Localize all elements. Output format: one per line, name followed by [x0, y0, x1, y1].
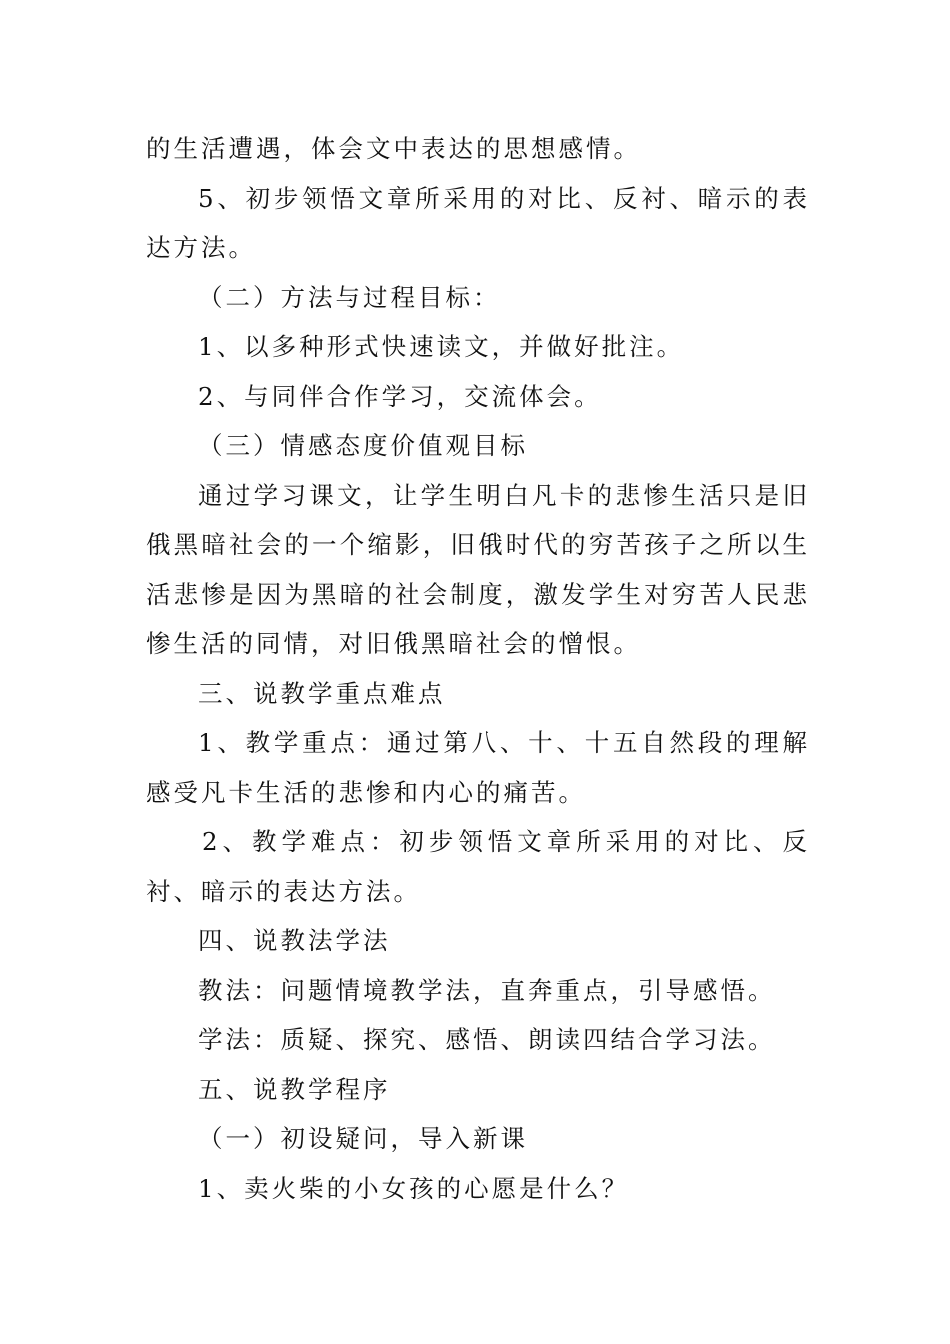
- paragraph-goal-5: 5、初步领悟文章所采用的对比、反衬、暗示的表达方法。: [146, 183, 810, 262]
- paragraph-method-2: 2、与同伴合作学习，交流体会。: [198, 381, 602, 411]
- paragraph-difficult-point: 2、教学难点：初步领悟文章所采用的对比、反衬、暗示的表达方法。: [146, 827, 810, 906]
- paragraph-continuation: 的生活遭遇，体会文中表达的思想感情。: [146, 134, 641, 163]
- heading-key-difficult-points: 三、说教学重点难点: [198, 678, 446, 708]
- heading-emotion-goals: （三）情感态度价值观目标: [198, 431, 528, 460]
- heading-teaching-methods: 四、说教法学法: [198, 926, 391, 955]
- heading-introduction: （一）初设疑问，导入新课: [198, 1124, 528, 1153]
- paragraph-emotion-goal: 通过学习课文，让学生明白凡卡的悲惨生活只是旧俄黑暗社会的一个缩影，旧俄时代的穷苦孩子之所以生活悲惨是因为黑暗的社会制度，激发学生对穷苦人民悲惨生活的同情，对旧俄黑暗社会的憎恨。: [146, 480, 810, 658]
- paragraph-teaching-method: 教法：问题情境教学法，直奔重点，引导感悟。: [198, 975, 776, 1005]
- paragraph-method-1: 1、以多种形式快速读文，并做好批注。: [198, 332, 685, 361]
- paragraph-learning-method: 学法：质疑、探究、感悟、朗读四结合学习法。: [198, 1025, 776, 1054]
- paragraph-question-1: 1、卖火柴的小女孩的心愿是什么？: [198, 1173, 630, 1203]
- heading-teaching-procedure: 五、说教学程序: [198, 1074, 391, 1104]
- paragraph-key-point: 1、教学重点：通过第八、十、十五自然段的理解感受凡卡生活的悲惨和内心的痛苦。: [146, 728, 810, 807]
- heading-method-process-goals: （二）方法与过程目标：: [198, 282, 501, 312]
- document-body: [146, 124, 810, 1213]
